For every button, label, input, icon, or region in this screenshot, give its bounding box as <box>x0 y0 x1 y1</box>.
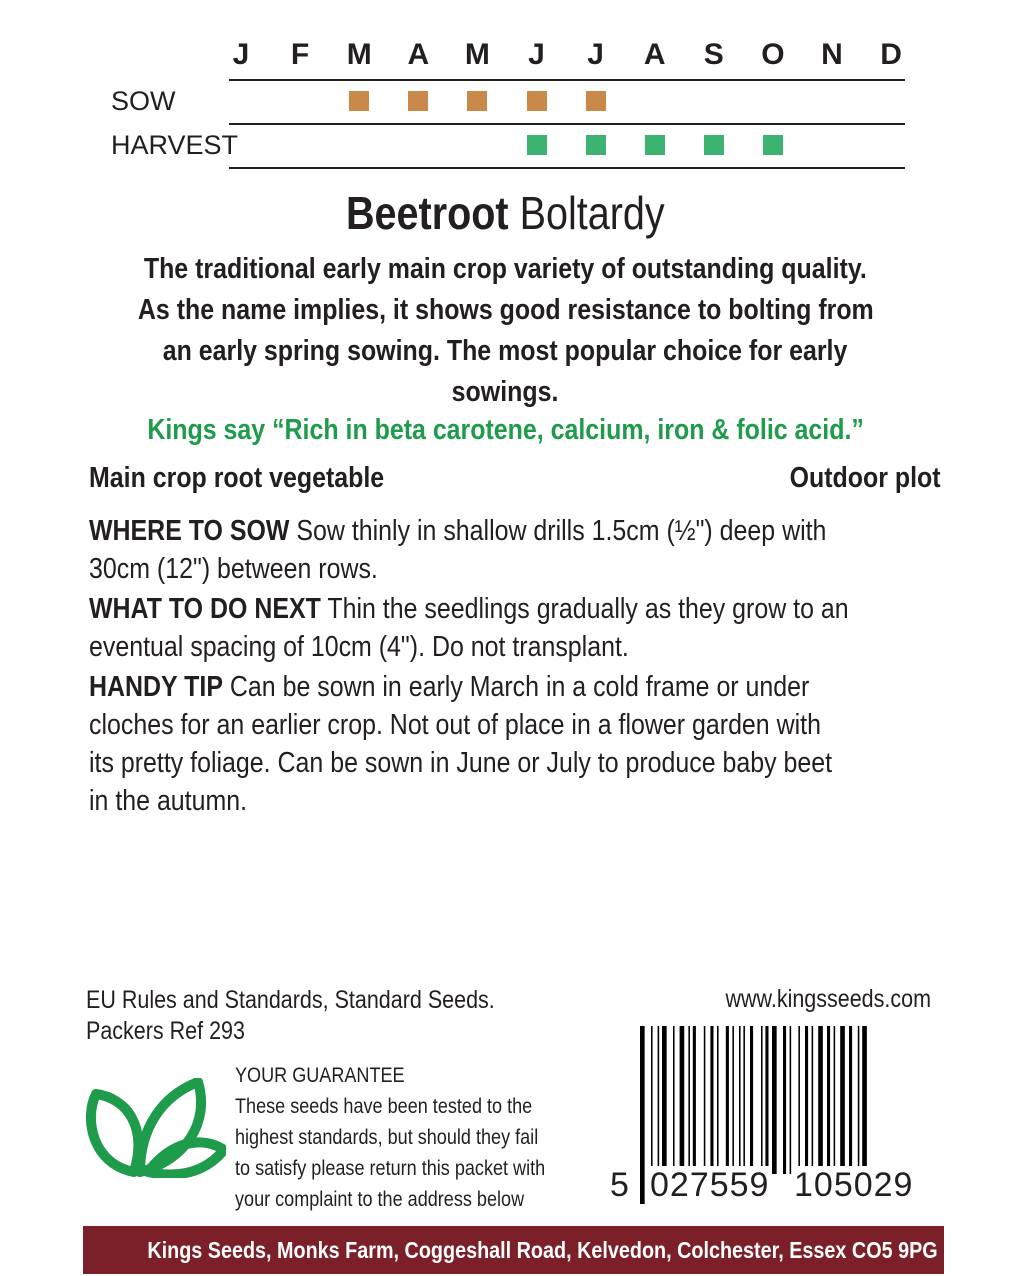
guarantee-heading: YOUR GUARANTEE <box>235 1064 405 1087</box>
barcode-bar <box>765 1026 768 1174</box>
guarantee-text: to satisfy please return this packet with <box>235 1157 546 1180</box>
barcode-bar <box>798 1026 800 1174</box>
barcode-bar <box>812 1026 814 1174</box>
description <box>0 249 1011 413</box>
handy-tip-text: Can be sown in early March in a cold frame or under <box>229 671 810 703</box>
guarantee-text: These seeds have been tested to the <box>235 1095 533 1118</box>
footer-address <box>83 1226 944 1274</box>
sow-month-marker <box>349 91 369 111</box>
sow-month-marker <box>586 91 606 111</box>
crop-type-text: Main crop root vegetable <box>89 462 385 494</box>
barcode-bar <box>673 1026 675 1174</box>
barcode-bar <box>662 1026 667 1174</box>
calendar-rule-top <box>229 79 905 81</box>
sow-month-marker <box>408 91 428 111</box>
calendar-month: A <box>643 38 666 71</box>
harvest-month-marker <box>586 135 606 155</box>
handy-tip-text: its pretty foliage. Can be sown in June or July to produce baby beet <box>89 747 833 779</box>
harvest-month-marker <box>527 135 547 155</box>
calendar-month: J <box>528 38 545 71</box>
description-line: sowings. <box>452 376 559 408</box>
website <box>692 985 931 1014</box>
barcode-bar <box>834 1026 836 1174</box>
harvest-month-marker <box>645 135 665 155</box>
barcode-bar <box>743 1026 745 1174</box>
barcode-bar <box>739 1026 741 1174</box>
barcode-bar <box>717 1026 719 1174</box>
eu-rules-line: EU Rules and Standards, Standard Seeds. <box>86 986 495 1014</box>
barcode-bar <box>704 1026 706 1174</box>
barcode-number <box>608 1166 938 1206</box>
calendar-month: F <box>290 38 310 71</box>
variety-name: Boltardy <box>519 187 665 239</box>
guarantee-text: highest standards, but should they fail <box>235 1126 539 1149</box>
barcode-bar <box>772 1026 777 1174</box>
barcode-bar <box>818 1026 823 1174</box>
handy-tip <box>89 668 953 820</box>
calendar-month: M <box>346 38 372 71</box>
where-to-sow-text: Sow thinly in shallow drills 1.5cm (½") deep with <box>296 515 827 547</box>
location-text: Outdoor plot <box>790 462 941 494</box>
where-to-sow-heading: WHERE TO SOW <box>89 515 290 547</box>
barcode-bar <box>710 1026 713 1174</box>
footer-address-text: Kings Seeds, Monks Farm, Coggeshall Road, Kelvedon, Colchester, Essex CO5 9PG <box>147 1237 938 1263</box>
sow-row-label: SOW <box>111 86 176 116</box>
description-line: As the name implies, it shows good resistance to bolting from <box>137 294 874 326</box>
packers-ref: Packers Ref 293 <box>86 1017 245 1045</box>
barcode-bar <box>658 1026 660 1174</box>
barcode-digits-group1: 027559 <box>650 1166 770 1204</box>
page-title <box>0 186 1011 240</box>
sow-month-marker <box>527 91 547 111</box>
barcode-bar <box>693 1026 696 1174</box>
description-line: The traditional early main crop variety of outstanding quality. <box>144 253 867 285</box>
what-to-do-next-text: eventual spacing of 10cm (4"). Do not transplant. <box>89 631 629 663</box>
barcode-bar <box>726 1026 729 1174</box>
kings-say-text: Kings say “Rich in beta carotene, calcium, iron & folic acid.” <box>147 414 864 446</box>
calendar-month: M <box>464 38 490 71</box>
barcode-digits-group2: 105029 <box>794 1166 914 1204</box>
eu-rules <box>86 985 561 1047</box>
calendar-month: N <box>821 38 843 71</box>
barcode-bar <box>732 1026 734 1174</box>
calendar-month: O <box>761 38 785 71</box>
crop-type <box>89 462 432 495</box>
kings-say-quote <box>0 414 1011 447</box>
guarantee-text: your complaint to the address below <box>235 1188 525 1211</box>
description-line: an early spring sowing. The most popular choice for early <box>163 335 848 367</box>
barcode-bar <box>840 1026 845 1174</box>
what-to-do-next-text: Thin the seedlings gradually as they grow to an <box>327 593 849 625</box>
where-to-sow <box>89 512 946 588</box>
calendar-month: A <box>407 38 430 71</box>
barcode-digit-first: 5 <box>610 1166 629 1204</box>
barcode-bar <box>680 1026 685 1174</box>
guarantee <box>235 1060 596 1215</box>
barcode-bar <box>805 1026 808 1174</box>
harvest-month-marker <box>763 135 783 155</box>
what-to-do-next-heading: WHAT TO DO NEXT <box>89 593 321 625</box>
barcode-bar <box>849 1026 852 1174</box>
handy-tip-heading: HANDY TIP <box>89 671 223 703</box>
calendar-month: J <box>232 38 250 71</box>
location <box>765 462 941 495</box>
where-to-sow-text: 30cm (12") between rows. <box>89 553 378 585</box>
barcode-bar <box>827 1026 830 1174</box>
calendar-month: D <box>880 38 902 71</box>
calendar-rule-bottom <box>229 167 905 169</box>
harvest-month-marker <box>704 135 724 155</box>
sow-month-marker <box>467 91 487 111</box>
website-link[interactable]: www.kingsseeds.com <box>725 985 931 1013</box>
barcode-bar <box>790 1026 792 1174</box>
calendar-month: J <box>587 38 604 71</box>
handy-tip-text: in the autumn. <box>89 785 248 817</box>
barcode-bar <box>688 1026 690 1174</box>
calendar-month: S <box>703 38 724 71</box>
harvest-row-label: HARVEST <box>111 130 239 160</box>
vegetable-name: Beetroot <box>346 187 509 239</box>
what-to-do-next <box>89 590 972 666</box>
calendar-month-header <box>0 38 1011 74</box>
barcode-bar <box>783 1026 786 1174</box>
calendar-rule-middle <box>229 123 905 125</box>
handy-tip-text: cloches for an earlier crop. Not out of place in a flower garden with <box>89 709 821 741</box>
leaf-logo-icon <box>86 1078 226 1178</box>
